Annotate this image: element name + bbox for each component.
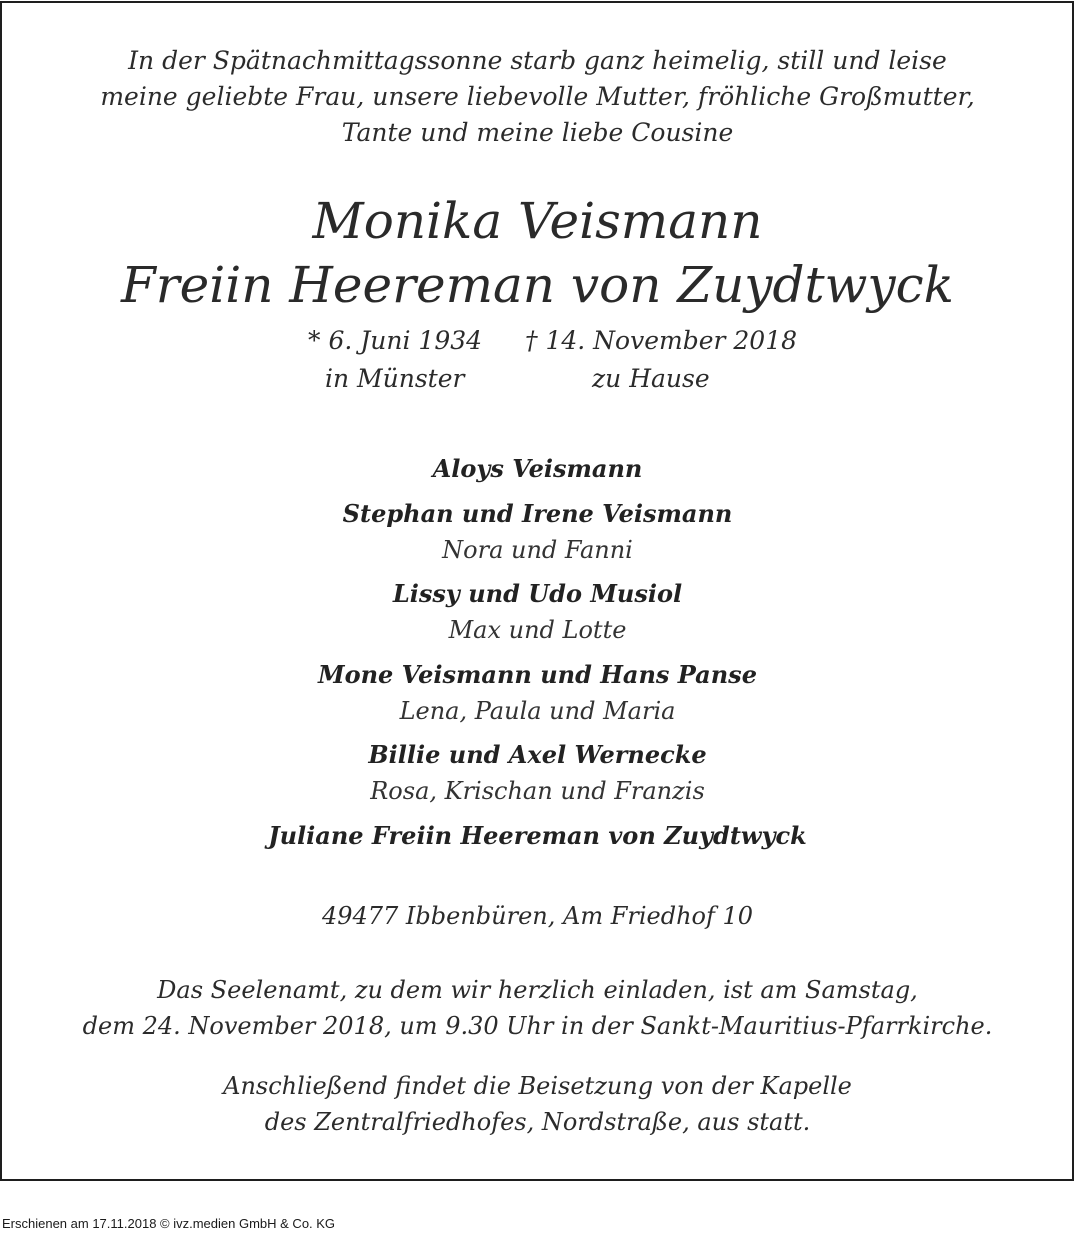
service-line-1: Das Seelenamt, zu dem wir herzlich einladen, ist am Samstag, (157, 976, 918, 1004)
family-children: Max und Lotte (448, 616, 627, 644)
intro-line-1: In der Spätnachmittagssonne starb ganz heimelig, still und leise (128, 46, 947, 75)
death-date: † 14. November 2018 (525, 326, 798, 355)
burial-line-2: des Zentralfriedhofes, Nordstraße, aus statt. (264, 1108, 811, 1136)
service-line-2: dem 24. November 2018, um 9.30 Uhr in der Sankt-Mauritius-Pfarrkirche. (82, 1012, 993, 1040)
family-names: Juliane Freiin Heereman von Zuydtwyck (268, 821, 807, 850)
deceased-name-line-2: Freiin Heereman von Zuydtwyck (121, 256, 954, 314)
burial-line-1: Anschließend findet die Beisetzung von der Kapelle (223, 1072, 852, 1100)
deceased-name-line-1: Monika Veismann (312, 192, 763, 250)
family-children: Lena, Paula und Maria (399, 697, 676, 725)
family-names: Stephan und Irene Veismann (342, 499, 733, 528)
family-names: Aloys Veismann (432, 454, 643, 483)
family-children: Rosa, Krischan und Franzis (370, 777, 705, 805)
family-names: Mone Veismann und Hans Panse (318, 660, 757, 689)
family-names: Lissy und Udo Musiol (392, 579, 683, 608)
family-names: Billie und Axel Wernecke (368, 740, 707, 769)
address: 49477 Ibbenbüren, Am Friedhof 10 (321, 902, 754, 930)
death-place: zu Hause (592, 364, 710, 393)
intro-line-3: Tante und meine liebe Cousine (341, 118, 734, 147)
intro-line-2: meine geliebte Frau, unsere liebevolle Mutter, fröhliche Großmutter, (100, 82, 975, 111)
birth-place: in Münster (325, 364, 465, 393)
family-children: Nora und Fanni (442, 536, 633, 564)
publication-footer: Erschienen am 17.11.2018 © ivz.medien GmbH & Co. KG (2, 1216, 336, 1231)
birth-date: * 6. Juni 1934 (308, 326, 483, 355)
